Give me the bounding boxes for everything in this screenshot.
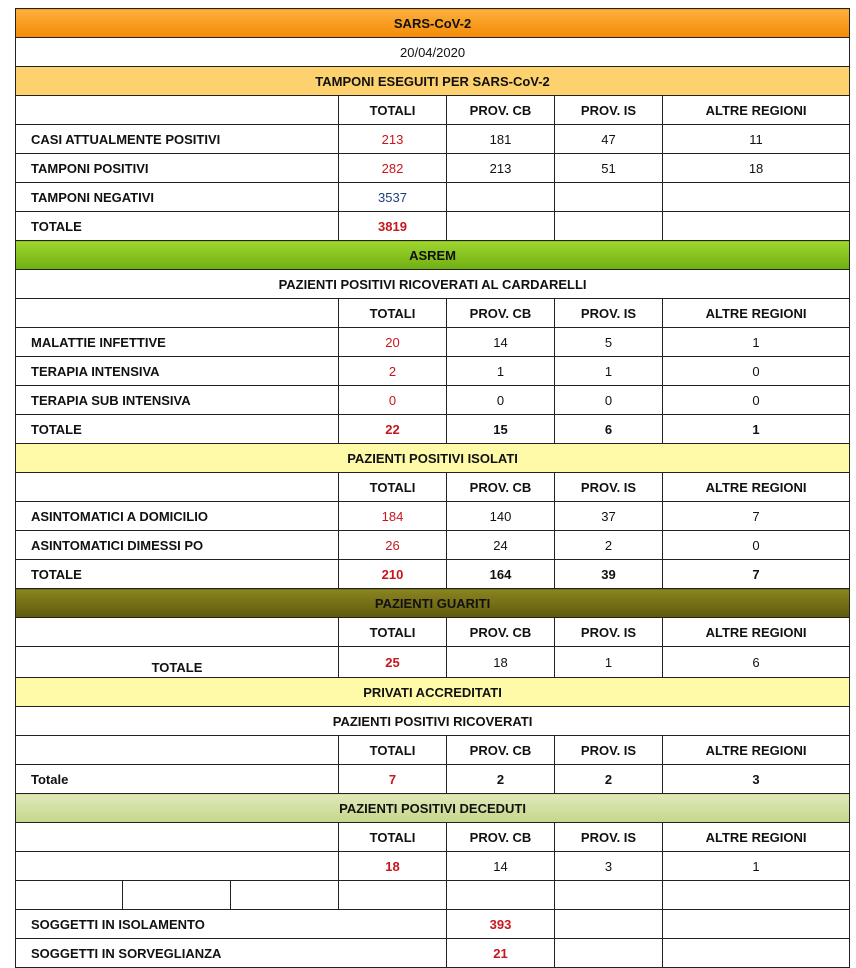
report-table bbox=[15, 8, 850, 968]
col-header-totali: TOTALI bbox=[339, 736, 447, 765]
value-prov-cb: 181 bbox=[447, 125, 555, 154]
col-header-prov-cb: PROV. CB bbox=[447, 96, 555, 125]
value-altre-regioni: 7 bbox=[663, 502, 850, 531]
soggetti-sorveglianza-label: SOGGETTI IN SORVEGLIANZA bbox=[16, 939, 447, 968]
table-row bbox=[16, 531, 850, 560]
value-altre-regioni: 3 bbox=[663, 765, 850, 794]
value-totali: 210 bbox=[339, 560, 447, 589]
col-header-totali: TOTALI bbox=[339, 96, 447, 125]
value-altre-regioni: 6 bbox=[663, 647, 850, 678]
section-ricoverati-cardarelli-heading: PAZIENTI POSITIVI RICOVERATI AL CARDARELLI bbox=[16, 270, 850, 299]
table-row bbox=[16, 212, 850, 241]
section-asrem-heading: ASREM bbox=[16, 241, 850, 270]
empty-cell bbox=[123, 881, 231, 910]
empty-cell bbox=[555, 910, 663, 939]
section-tamponi-heading: TAMPONI ESEGUITI PER SARS-CoV-2 bbox=[16, 67, 850, 96]
col-header-altre-regioni: ALTRE REGIONI bbox=[663, 299, 850, 328]
value-altre-regioni: 1 bbox=[663, 328, 850, 357]
value-prov-cb: 213 bbox=[447, 154, 555, 183]
section-deceduti-heading: PAZIENTI POSITIVI DECEDUTI bbox=[16, 794, 850, 823]
table-row bbox=[16, 415, 850, 444]
row-label: TAMPONI POSITIVI bbox=[16, 154, 339, 183]
value-totali: 282 bbox=[339, 154, 447, 183]
header-row bbox=[16, 736, 850, 765]
col-header-altre-regioni: ALTRE REGIONI bbox=[663, 96, 850, 125]
col-header-totali: TOTALI bbox=[339, 823, 447, 852]
row-label: MALATTIE INFETTIVE bbox=[16, 328, 339, 357]
value-prov-cb bbox=[447, 183, 555, 212]
section-guariti-heading: PAZIENTI GUARITI bbox=[16, 589, 850, 618]
value-totali: 2 bbox=[339, 357, 447, 386]
col-header-altre-regioni: ALTRE REGIONI bbox=[663, 618, 850, 647]
row-label: TERAPIA INTENSIVA bbox=[16, 357, 339, 386]
value-prov-is: 5 bbox=[555, 328, 663, 357]
col-header-prov-is: PROV. IS bbox=[555, 299, 663, 328]
value-prov-cb: 1 bbox=[447, 357, 555, 386]
value-totali: 20 bbox=[339, 328, 447, 357]
value-altre-regioni: 0 bbox=[663, 531, 850, 560]
value-prov-is: 2 bbox=[555, 765, 663, 794]
table-row bbox=[16, 125, 850, 154]
col-header-prov-cb: PROV. CB bbox=[447, 618, 555, 647]
value-prov-cb: 15 bbox=[447, 415, 555, 444]
value-altre-regioni: 18 bbox=[663, 154, 850, 183]
col-header-altre-regioni: ALTRE REGIONI bbox=[663, 823, 850, 852]
soggetti-sorveglianza-value: 21 bbox=[447, 939, 555, 968]
value-prov-cb: 14 bbox=[447, 852, 555, 881]
table-row bbox=[16, 910, 850, 939]
empty-cell bbox=[663, 881, 850, 910]
empty-row bbox=[16, 881, 850, 910]
value-prov-is: 2 bbox=[555, 531, 663, 560]
col-header-prov-cb: PROV. CB bbox=[447, 299, 555, 328]
value-totali: 7 bbox=[339, 765, 447, 794]
table-row bbox=[16, 647, 850, 678]
col-header-altre-regioni: ALTRE REGIONI bbox=[663, 736, 850, 765]
col-header-prov-is: PROV. IS bbox=[555, 96, 663, 125]
value-prov-cb bbox=[447, 212, 555, 241]
empty-cell bbox=[663, 910, 850, 939]
value-totali: 25 bbox=[339, 647, 447, 678]
col-header-totali: TOTALI bbox=[339, 618, 447, 647]
empty-cell bbox=[339, 881, 447, 910]
value-prov-is: 37 bbox=[555, 502, 663, 531]
value-altre-regioni: 7 bbox=[663, 560, 850, 589]
table-row bbox=[16, 939, 850, 968]
value-prov-is bbox=[555, 212, 663, 241]
value-altre-regioni: 0 bbox=[663, 386, 850, 415]
value-prov-is: 1 bbox=[555, 357, 663, 386]
table-row bbox=[16, 852, 850, 881]
value-altre-regioni bbox=[663, 183, 850, 212]
value-prov-is bbox=[555, 183, 663, 212]
col-header-prov-cb: PROV. CB bbox=[447, 823, 555, 852]
value-altre-regioni: 11 bbox=[663, 125, 850, 154]
table-row bbox=[16, 386, 850, 415]
blank-header-cell bbox=[16, 823, 339, 852]
value-prov-cb: 24 bbox=[447, 531, 555, 560]
header-row bbox=[16, 96, 850, 125]
value-altre-regioni bbox=[663, 212, 850, 241]
header-row bbox=[16, 823, 850, 852]
value-totali: 3819 bbox=[339, 212, 447, 241]
table-row bbox=[16, 765, 850, 794]
value-prov-cb: 140 bbox=[447, 502, 555, 531]
value-altre-regioni: 0 bbox=[663, 357, 850, 386]
value-prov-is: 3 bbox=[555, 852, 663, 881]
value-prov-is: 1 bbox=[555, 647, 663, 678]
row-label: TOTALE bbox=[16, 647, 339, 678]
empty-cell bbox=[555, 881, 663, 910]
covid-report-sheet bbox=[15, 8, 849, 968]
empty-cell bbox=[555, 939, 663, 968]
row-label: CASI ATTUALMENTE POSITIVI bbox=[16, 125, 339, 154]
section-privati-ricoverati-heading: PAZIENTI POSITIVI RICOVERATI bbox=[16, 707, 850, 736]
col-header-prov-is: PROV. IS bbox=[555, 618, 663, 647]
section-privati-heading: PRIVATI ACCREDITATI bbox=[16, 678, 850, 707]
header-row bbox=[16, 618, 850, 647]
col-header-prov-is: PROV. IS bbox=[555, 473, 663, 502]
value-totali: 213 bbox=[339, 125, 447, 154]
report-title: SARS-CoV-2 bbox=[16, 9, 850, 38]
header-row bbox=[16, 299, 850, 328]
value-prov-cb: 164 bbox=[447, 560, 555, 589]
empty-cell bbox=[16, 881, 123, 910]
empty-cell bbox=[663, 939, 850, 968]
report-date: 20/04/2020 bbox=[16, 38, 850, 67]
table-row bbox=[16, 560, 850, 589]
value-altre-regioni: 1 bbox=[663, 415, 850, 444]
row-label: ASINTOMATICI A DOMICILIO bbox=[16, 502, 339, 531]
value-totali: 26 bbox=[339, 531, 447, 560]
col-header-prov-cb: PROV. CB bbox=[447, 736, 555, 765]
value-totali: 22 bbox=[339, 415, 447, 444]
col-header-prov-cb: PROV. CB bbox=[447, 473, 555, 502]
table-row bbox=[16, 154, 850, 183]
soggetti-isolamento-value: 393 bbox=[447, 910, 555, 939]
value-totali: 184 bbox=[339, 502, 447, 531]
value-totali: 0 bbox=[339, 386, 447, 415]
soggetti-isolamento-label: SOGGETTI IN ISOLAMENTO bbox=[16, 910, 447, 939]
blank-header-cell bbox=[16, 736, 339, 765]
blank-header-cell bbox=[16, 618, 339, 647]
table-row bbox=[16, 357, 850, 386]
row-label: ASINTOMATICI DIMESSI PO bbox=[16, 531, 339, 560]
value-prov-is: 39 bbox=[555, 560, 663, 589]
value-altre-regioni: 1 bbox=[663, 852, 850, 881]
blank-header-cell bbox=[16, 299, 339, 328]
value-prov-cb: 2 bbox=[447, 765, 555, 794]
table-row bbox=[16, 502, 850, 531]
col-header-prov-is: PROV. IS bbox=[555, 823, 663, 852]
value-totali: 3537 bbox=[339, 183, 447, 212]
value-prov-is: 47 bbox=[555, 125, 663, 154]
section-isolati-heading: PAZIENTI POSITIVI ISOLATI bbox=[16, 444, 850, 473]
empty-cell bbox=[447, 881, 555, 910]
blank-header-cell bbox=[16, 96, 339, 125]
empty-cell bbox=[231, 881, 339, 910]
table-row bbox=[16, 328, 850, 357]
col-header-prov-is: PROV. IS bbox=[555, 736, 663, 765]
blank-header-cell bbox=[16, 473, 339, 502]
value-prov-is: 51 bbox=[555, 154, 663, 183]
value-prov-cb: 14 bbox=[447, 328, 555, 357]
value-totali: 18 bbox=[339, 852, 447, 881]
row-label: TOTALE bbox=[16, 560, 339, 589]
col-header-totali: TOTALI bbox=[339, 299, 447, 328]
col-header-totali: TOTALI bbox=[339, 473, 447, 502]
blank-label-cell bbox=[16, 852, 339, 881]
row-label: TERAPIA SUB INTENSIVA bbox=[16, 386, 339, 415]
value-prov-is: 0 bbox=[555, 386, 663, 415]
value-prov-cb: 0 bbox=[447, 386, 555, 415]
header-row bbox=[16, 473, 850, 502]
row-label: Totale bbox=[16, 765, 339, 794]
value-prov-is: 6 bbox=[555, 415, 663, 444]
row-label: TAMPONI NEGATIVI bbox=[16, 183, 339, 212]
col-header-altre-regioni: ALTRE REGIONI bbox=[663, 473, 850, 502]
table-row bbox=[16, 183, 850, 212]
value-prov-cb: 18 bbox=[447, 647, 555, 678]
row-label: TOTALE bbox=[16, 415, 339, 444]
row-label: TOTALE bbox=[16, 212, 339, 241]
